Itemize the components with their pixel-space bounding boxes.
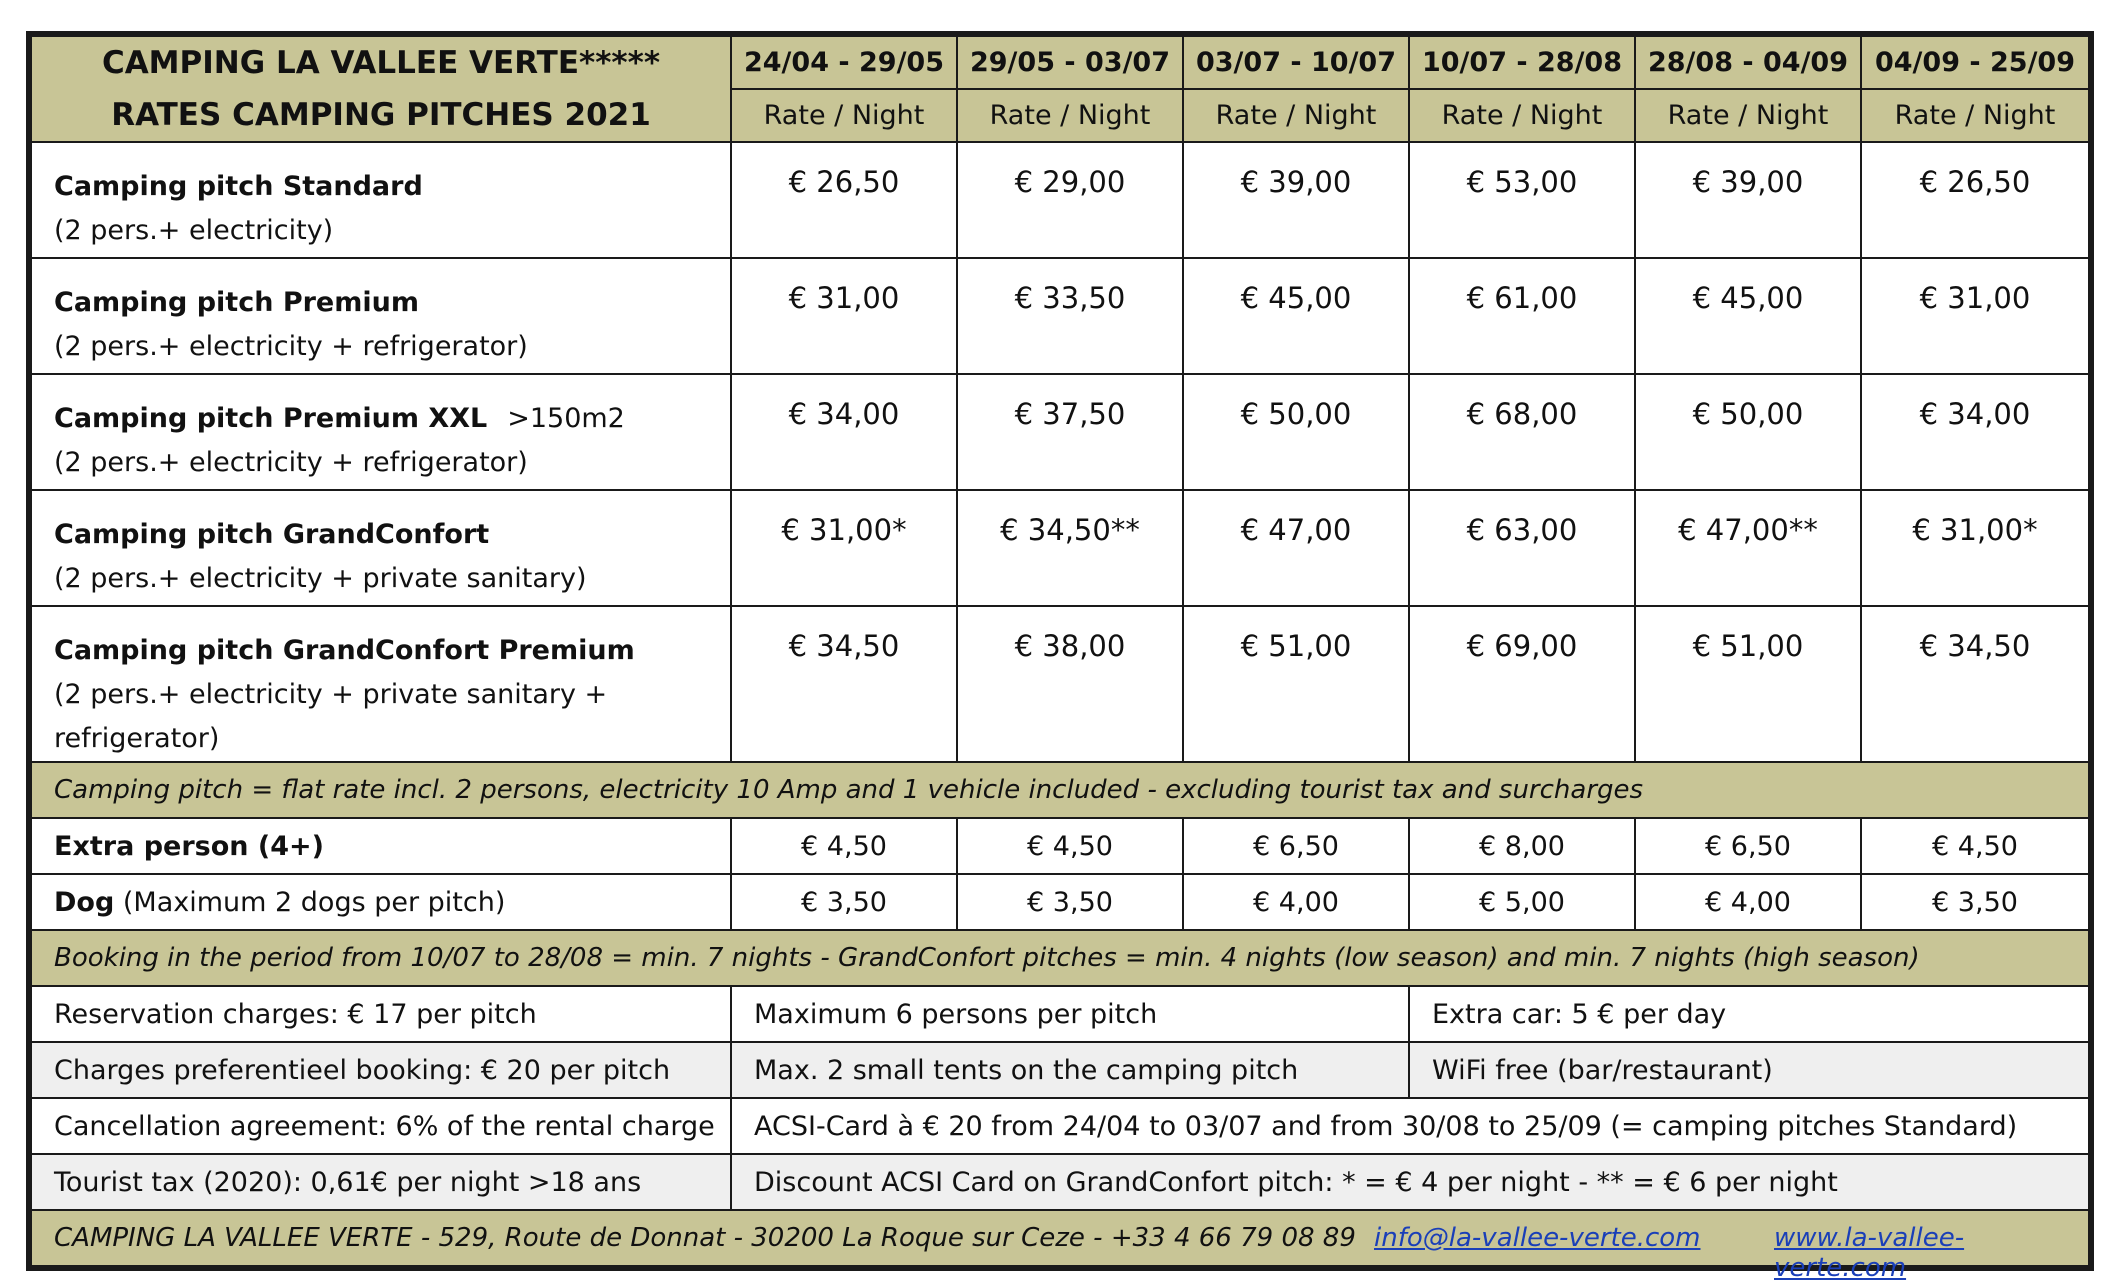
pitch-name: Camping pitch Standard [54,171,423,202]
pitch-name: Camping pitch Premium [54,287,419,318]
pitch-label [31,374,731,490]
price-cell: € 4,00 [1183,874,1409,930]
price-cell: € 69,00 [1409,606,1635,762]
dog-row [31,874,2089,930]
info-cell: Max. 2 small tents on the camping pitch [731,1042,1409,1098]
price-cell: € 4,00 [1635,874,1861,930]
price-cell: € 47,00 [1183,490,1409,606]
pitch-row [31,258,2089,374]
pitch-row [31,374,2089,490]
price-cell: € 50,00 [1635,374,1861,490]
price-cell: € 51,00 [1183,606,1409,762]
price-cell: € 38,00 [957,606,1183,762]
price-cell: € 3,50 [1861,874,2089,930]
dog-label [31,874,731,930]
price-cell: € 63,00 [1409,490,1635,606]
price-cell: € 34,00 [731,374,957,490]
price-cell: € 53,00 [1409,142,1635,258]
info-row [31,1098,2089,1154]
price-cell: € 6,50 [1635,818,1861,874]
period-header: 04/09 - 25/09 [1861,36,2089,89]
title-line-1: CAMPING LA VALLEE VERTE***** [101,45,661,81]
price-cell: € 34,50** [957,490,1183,606]
info-cell: Reservation charges: € 17 per pitch [31,986,731,1042]
price-cell: € 4,50 [1861,818,2089,874]
info-cell: Maximum 6 persons per pitch [731,986,1409,1042]
pitch-label [31,258,731,374]
price-cell: € 33,50 [957,258,1183,374]
info-row [31,1154,2089,1210]
rate-header: Rate / Night [1635,89,1861,142]
rate-header: Rate / Night [957,89,1183,142]
price-cell: € 26,50 [1861,142,2089,258]
period-header: 10/07 - 28/08 [1409,36,1635,89]
price-cell: € 29,00 [957,142,1183,258]
info-cell: Tourist tax (2020): 0,61€ per night >18 ans [31,1154,731,1210]
info-cell: Extra car: 5 € per day [1409,986,2089,1042]
footer [31,1210,2089,1283]
info-cell: Discount ACSI Card on GrandConfort pitch: * = € 4 per night - ** = € 6 per night [731,1154,2089,1210]
pitch-name: Camping pitch Premium XXL [54,403,488,434]
extra-person-text: Extra person (4+) [54,830,324,862]
price-cell: € 26,50 [731,142,957,258]
price-cell: € 3,50 [957,874,1183,930]
period-header: 29/05 - 03/07 [957,36,1183,89]
price-cell: € 45,00 [1635,258,1861,374]
email-link[interactable]: info@la-vallee-verte.com [1374,1223,1701,1253]
pitch-name: Camping pitch GrandConfort [54,519,490,550]
price-cell: € 51,00 [1635,606,1861,762]
price-cell: € 5,00 [1409,874,1635,930]
info-cell: Cancellation agreement: 6% of the rental charge [31,1098,731,1154]
rate-header: Rate / Night [1861,89,2089,142]
price-cell: € 8,00 [1409,818,1635,874]
pitch-row [31,490,2089,606]
pitch-label [31,606,731,762]
pitch-row [31,142,2089,258]
pitch-label [31,142,731,258]
pitch-desc: (2 pers.+ electricity + private sanitary + refrigerator) [54,679,608,754]
rate-header: Rate / Night [1409,89,1635,142]
dog-label-bold: Dog [54,886,115,918]
extra-person-label [31,818,731,874]
info-cell: Charges preferentieel booking: € 20 per pitch [31,1042,731,1098]
price-cell: € 31,00 [731,258,957,374]
price-cell: € 31,00* [731,490,957,606]
pitch-label [31,490,731,606]
pitch-row [31,606,2089,762]
pitch-size: >150m2 [507,403,625,434]
pitch-desc: (2 pers.+ electricity + private sanitary) [54,563,587,594]
price-cell: € 34,50 [731,606,957,762]
pitch-desc: (2 pers.+ electricity) [54,215,334,246]
price-cell: € 39,00 [1635,142,1861,258]
price-cell: € 3,50 [731,874,957,930]
price-cell: € 50,00 [1183,374,1409,490]
flat-rate-note: Camping pitch = flat rate incl. 2 persons, electricity 10 Amp and 1 vehicle included - excluding tourist tax and surcharges [31,762,2089,818]
pitch-name: Camping pitch GrandConfort Premium [54,635,635,666]
period-header: 28/08 - 04/09 [1635,36,1861,89]
info-row [31,1042,2089,1098]
price-cell: € 45,00 [1183,258,1409,374]
pitch-desc: (2 pers.+ electricity + refrigerator) [54,331,528,362]
pitch-desc: (2 pers.+ electricity + refrigerator) [54,447,528,478]
price-cell: € 34,50 [1861,606,2089,762]
price-cell: € 34,00 [1861,374,2089,490]
price-cell: € 61,00 [1409,258,1635,374]
info-row [31,986,2089,1042]
footer-address: CAMPING LA VALLEE VERTE - 529, Route de Donnat - 30200 La Roque sur Ceze - +33 4 66 79 08 89 [54,1223,1356,1253]
rate-header: Rate / Night [1183,89,1409,142]
price-cell: € 39,00 [1183,142,1409,258]
info-cell: ACSI-Card à € 20 from 24/04 to 03/07 and from 30/08 to 25/09 (= camping pitches Standard) [731,1098,2089,1154]
price-cell: € 31,00 [1861,258,2089,374]
price-cell: € 68,00 [1409,374,1635,490]
booking-note: Booking in the period from 10/07 to 28/08 = min. 7 nights - GrandConfort pitches = min. 4 nights (low season) and min. 7 nights (high season) [31,930,2089,986]
rates-table [30,35,2090,1283]
price-cell: € 47,00** [1635,490,1861,606]
price-cell: € 4,50 [957,818,1183,874]
title-line-2: RATES CAMPING PITCHES 2021 [111,97,651,133]
table-title [31,36,731,142]
price-cell: € 4,50 [731,818,957,874]
info-cell: WiFi free (bar/restaurant) [1409,1042,2089,1098]
extra-person-row [31,818,2089,874]
price-cell: € 31,00* [1861,490,2089,606]
period-header: 03/07 - 10/07 [1183,36,1409,89]
price-cell: € 37,50 [957,374,1183,490]
rate-header: Rate / Night [731,89,957,142]
period-header: 24/04 - 29/05 [731,36,957,89]
price-cell: € 6,50 [1183,818,1409,874]
website-link[interactable]: www.la-vallee-verte.com [1774,1223,1965,1283]
dog-label-rest: (Maximum 2 dogs per pitch) [114,886,506,918]
